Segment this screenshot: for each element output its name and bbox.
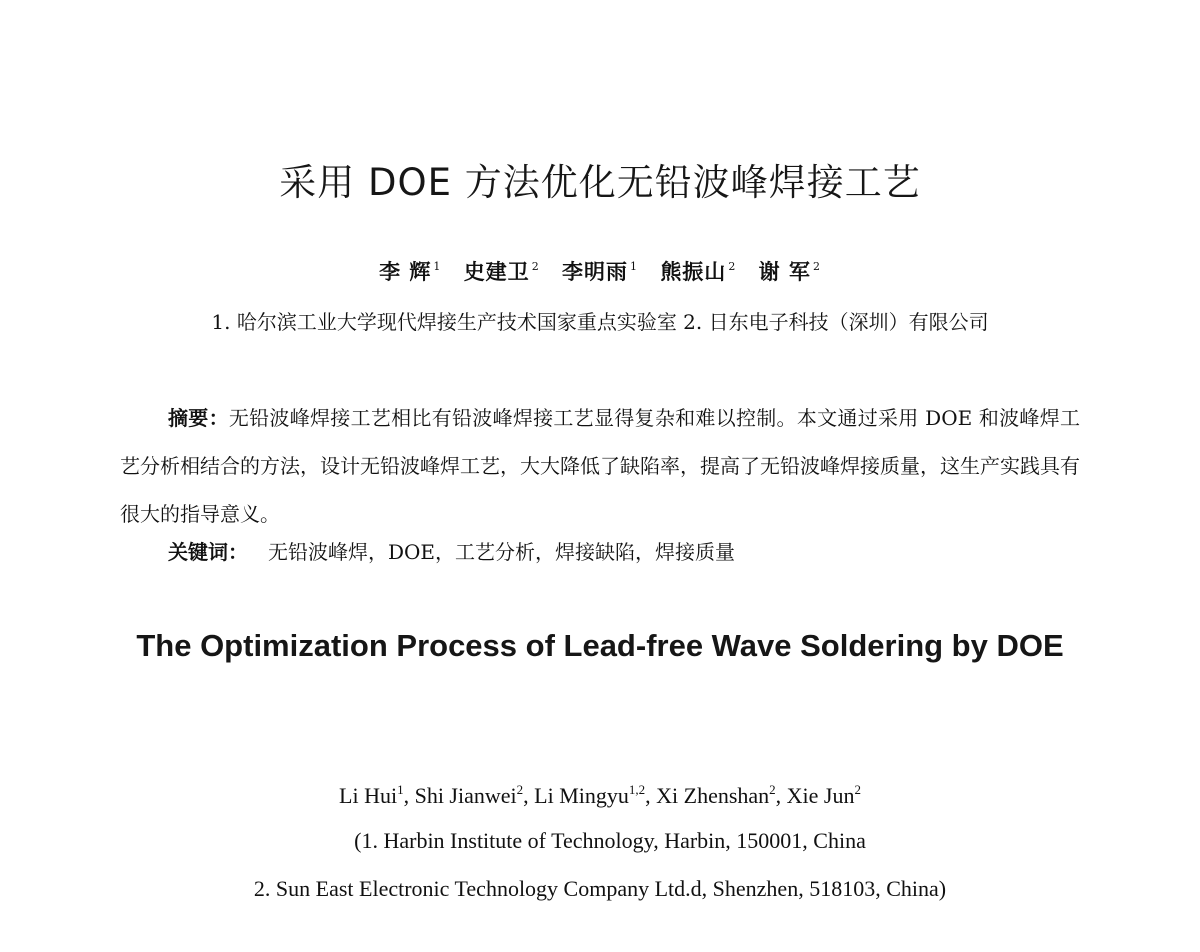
chinese-author-list xyxy=(0,256,1200,286)
english-affiliation-2: 2. Sun East Electronic Technology Company Ltd.d, Shenzhen, 518103, China) xyxy=(253,876,947,901)
english-author-list: Li Hui$^1$, Shi Jianwei$^2$, Li Mingyu$^{1,2}$, Xi Zhenshan$^2$, Xie Jun$^2$ xyxy=(339,782,861,808)
author-superscript: 2 xyxy=(769,782,776,797)
english-title: The Optimization Process of Lead-free Wave Soldering by DOE xyxy=(136,628,1064,663)
chinese-title: 采用 DOE 方法优化无铅波峰焊接工艺 xyxy=(279,161,921,204)
author-superscript: 2 xyxy=(812,260,821,273)
chinese-abstract xyxy=(120,394,1080,538)
keywords-text: 无铅波峰焊，DOE，工艺分析，焊接缺陷，焊接质量 xyxy=(268,540,736,564)
abstract-label: 摘要： xyxy=(168,406,229,430)
author-superscript: 2 xyxy=(531,260,540,273)
english-affiliation-1: (1. Harbin Institute of Technology, Harbin, 150001, China xyxy=(354,828,866,853)
keywords-label: 关键词： xyxy=(168,540,248,564)
author-name: Shi Jianwei xyxy=(414,783,517,808)
author-name: 史建卫 xyxy=(463,259,530,284)
author-name: 李 辉 xyxy=(379,259,432,284)
abstract-text: 无铅波峰焊接工艺相比有铅波峰焊接工艺显得复杂和难以控制。本文通过采用 DOE 和波峰焊工艺分析相结合的方法，设计无铅波峰焊工艺，大大降低了缺陷率，提高了无铅波峰焊接质量，这生产实践具有很大的指导意义。 xyxy=(120,406,1081,526)
author-name: 熊振山 xyxy=(660,259,727,284)
author-name: Xie Jun xyxy=(786,783,855,808)
author-name: Xi Zhenshan xyxy=(656,783,770,808)
author-name: Li Mingyu xyxy=(534,783,629,808)
author-superscript: 2 xyxy=(854,782,861,797)
author-name: 谢 军 xyxy=(758,259,811,284)
author-superscript: 1 xyxy=(433,260,442,273)
author-superscript: 1 xyxy=(630,260,638,273)
author-superscript: 2 xyxy=(516,782,524,797)
author-name: 李明雨 xyxy=(562,259,628,284)
chinese-affiliations: 1. 哈尔滨工业大学现代焊接生产技术国家重点实验室 2. 日东电子科技（深圳）有限公司 xyxy=(211,310,989,334)
author-name: Li Hui xyxy=(339,783,398,808)
chinese-keywords xyxy=(168,536,735,565)
author-superscript: 2 xyxy=(728,260,737,273)
author-superscript: 1,2 xyxy=(628,782,646,797)
author-superscript: 1 xyxy=(397,782,404,797)
